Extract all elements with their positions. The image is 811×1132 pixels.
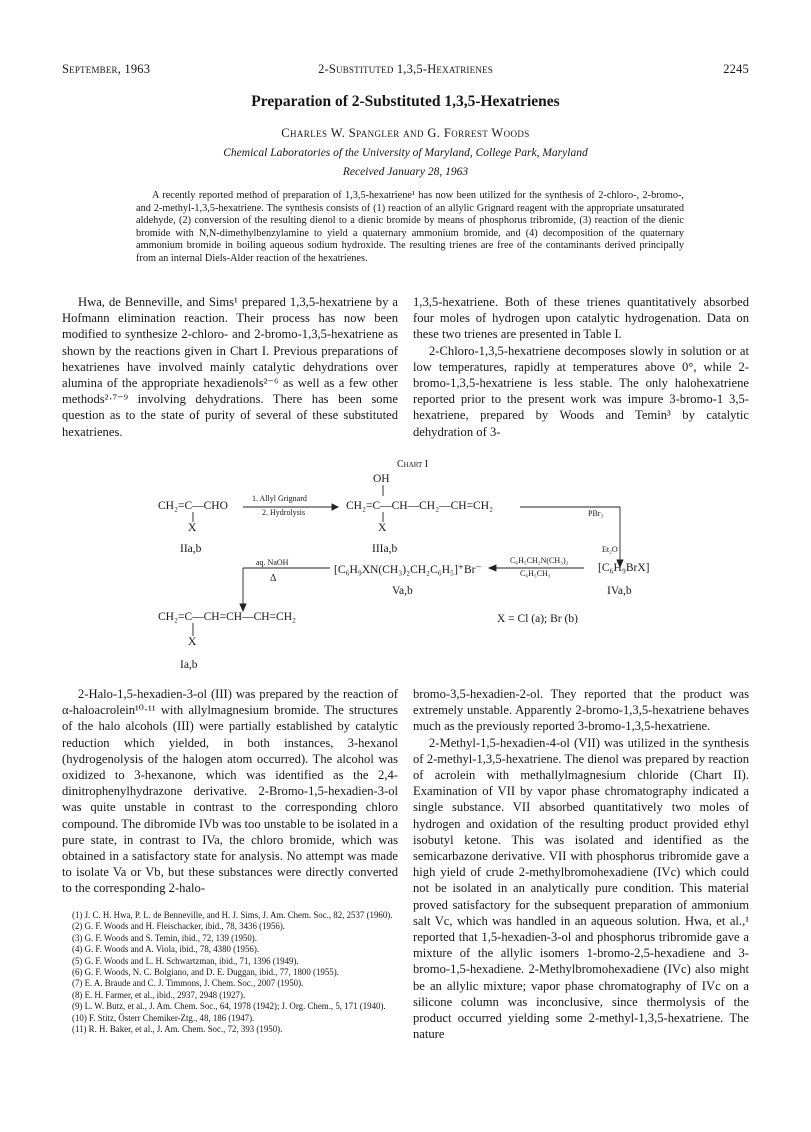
article-title: Preparation of 2-Substituted 1,3,5-Hexatrienes — [251, 93, 560, 110]
running-header-title: 2-Substituted 1,3,5-Hexatrienes — [318, 62, 493, 76]
reagent-dimethylbenzylamine: C₆H₅CH₂N(CH₃)₂ — [510, 556, 569, 565]
paragraph: 1,3,5-hexatriene. Both of these trienes quantitatively absorbed four moles of hydrogen upon catalytic hydrogenation. Data on these two trienes are presented in Table I. — [413, 295, 749, 342]
paragraph: bromo-3,5-hexadien-2-ol. They reported that the product was extremely unstable. Apparently 2-bromo-1,3,5-hexatriene behaves much as the previously reported 3-bromo-1,3,5-hexatriene. — [413, 687, 749, 734]
compound-iv: [C₆H₉BrX] — [598, 562, 650, 574]
authors: Charles W. Spangler and G. Forrest Woods — [281, 126, 530, 140]
compound-ii-x: X — [188, 522, 197, 534]
paragraph: 2-Chloro-1,3,5-hexatriene decomposes slowly in solution or at low temperatures, rapidly at temperatures above 0°, while 2-bromo-1,3,5-hexatriene is less stable. The only halohexatriene reported prior to the present work was impure 3-bromo-1 3,5-hexatriene, prepared by Woods and Temin³ by catalytic dehydration of 3- — [413, 343, 749, 439]
footnote: (5) G. F. Woods and L. H. Schwartzman, ibid., 71, 1396 (1949). — [72, 955, 299, 966]
label-ii: IIa,b — [180, 543, 202, 555]
reagent-et2o: Et₂O — [602, 545, 618, 554]
footnote: (3) G. F. Woods and S. Temin, ibid., 72, 139 (1950). — [72, 932, 257, 943]
footnote: (2) G. F. Woods and H. Fleischacker, ibid., 78, 3436 (1956). — [72, 921, 285, 932]
chart-title: Chart I — [397, 459, 429, 470]
compound-ii: CH₂=C—CHO — [158, 500, 228, 512]
abstract: A recently reported method of preparation of 1,3,5-hexatriene¹ has now been utilized for the synthesis of 2-chloro-, 2-bromo-, and 2-methyl-1,3,5-hexatriene. The synthesis consists of (1) reaction of an allylic Grignard reagent with the appropriate unsaturated aldehyde, (2) conversion of the resulting dienol to a dienic bromide by means of phosphorus tribromide, (3) reaction of the dienic bromide with N,N-dimethylbenzylamine to yield a quaternary ammonium bromide, and (4) decomposition of the quaternary ammonium bromide in boiling aqueous sodium hydroxide. The resulting trienes are free of the contaminants derived principally from an internal Diels-Alder reaction of the hexatrienes. — [136, 190, 684, 264]
label-v: Va,b — [392, 585, 413, 597]
footnote: (9) L. W. Butz, et al., J. Am. Chem. Soc., 64, 1978 (1942); J. Org. Chem., 5, 171 (1940). — [72, 1001, 386, 1012]
footnote: (1) J. C. H. Hwa, P. L. de Benneville, and H. J. Sims, J. Am. Chem. Soc., 82, 2537 (1960). — [72, 910, 393, 920]
reagent-heat: Δ — [270, 573, 277, 584]
affiliation: Chemical Laboratories of the University of Maryland, College Park, Maryland — [223, 147, 588, 159]
paragraph: 2-Halo-1,5-hexadien-3-ol (III) was prepared by the reaction of α-haloacrolein¹⁰·¹¹ with allylmagnesium bromide. The structures of the halo alcohols (III) were partially established by catalytic reduction which yielded, in both instances, 3-hexanol (hydrogenolysis of the halogen atom occurred). The alcohol was oxidized to 3-hexanone, which was identified as the 2,4-dinitrophenylhydrazone derivative. 2-Bromo-1,5-hexadien-3-ol was quite unstable in contrast to the corresponding chloro compound. The dibromide IVb was too unstable to be isolated in a pure state, in contrast to IVa, the chloro bromide, which was obtained in a satisfactory state for analysis. No attempt was made to isolate Va or Vb, but these substances were directly converted to the corresponding 2-halo- — [62, 687, 398, 896]
running-header-date: September, 1963 — [62, 62, 151, 76]
compound-i: CH₂=C—CH=CH—CH=CH₂ — [158, 611, 297, 623]
label-i: Ia,b — [180, 659, 198, 671]
compound-iii-x: X — [378, 522, 387, 534]
footnote: (11) R. H. Baker, et al., J. Am. Chem. Soc., 72, 393 (1950). — [72, 1024, 283, 1035]
body-right-bottom — [413, 686, 749, 1042]
footnote: (6) G. F. Woods, N. C. Bolgiano, and D. E. Duggan, ibid., 77, 1800 (1955). — [72, 967, 339, 978]
reagent-toluene: C₆H₅CH₃ — [520, 569, 551, 578]
compound-v: [C₆H₉XN(CH₃)₂CH₂C₆H₅]⁺Br⁻ — [334, 564, 482, 576]
paragraph: Hwa, de Benneville, and Sims¹ prepared 1,3,5-hexatriene by a Hofmann elimination reaction. Their process has now been modified to synthesize 2-chloro- and 2-bromo-1,3,5-hexatriene as shown by the reactions given in Chart I. Previous preparations of hexatrienes have involved mainly catalytic dehydrations over alumina of the appropriate hexadienols²⁻⁶ as well as a few other methods²·⁷⁻⁹ involving dehydrations. There has been some question as to the state of purity of several of these substituted hexatrienes. — [62, 295, 398, 439]
paragraph: 2-Methyl-1,5-hexadien-4-ol (VII) was utilized in the synthesis of 2-methyl-1,3,5-hexatriene. The dienol was prepared by reaction of acrolein with methallylmagnesium chloride (Chart II). Examination of VII by vapor phase chromatography indicated a single substance. VII absorbed quantitatively two moles of hydrogen and oxidation of the resulting product provided ethyl isobutyl ketone. This was isolated and identified as the semicarbazone derivative. VII with phosphorus tribromide gave a high yield of crude 2-methylbromohexadiene (IVc) which could not be isolated in an analytically pure condition. This material proved satisfactory for the subsequent preparation of ammonium salt Vc, which was handled in an aqueous solution. Hwa, et al.,¹ reported that 1,5-hexadien-3-ol and phosphorus tribromide gave a mixture of the allylic isomers 1-bromo-2,5-hexadiene and 3-bromo-1,5-hexadiene. 2-Methylbromohexadiene (IVc) also might be an allylic mixture; vapor phase chromatography of IVc on a silicone column was inconclusive, since thermolysis of the product occurred yielding some 2-methyl-1,3,5-hexatriene. The nature — [413, 735, 749, 1042]
received-date: Received January 28, 1963 — [342, 166, 469, 178]
compound-iii: CH₂=C—CH—CH₂—CH=CH₂ — [346, 500, 494, 512]
x-definition: X = Cl (a); Br (b) — [497, 613, 578, 625]
page-number: 2245 — [723, 62, 749, 76]
reagent-pbr3: PBr₃ — [588, 509, 604, 518]
footnote: (10) F. Stitz, Österr Chemiker-Ztg., 48, 186 (1947). — [72, 1012, 255, 1023]
footnotes — [62, 910, 398, 1035]
reagent-naoh: aq. NaOH — [256, 558, 289, 567]
reagent-allyl-grignard: 1. Allyl Grignard — [252, 494, 307, 503]
label-iv: IVa,b — [607, 585, 632, 597]
label-iii: IIIa,b — [372, 543, 398, 555]
reagent-hydrolysis: 2. Hydrolysis — [262, 508, 306, 517]
footnote: (7) E. A. Braude and C. J. Timmons, J. Chem. Soc., 2007 (1950). — [72, 978, 304, 989]
footnote: (8) E. H. Farmer, et al., ibid., 2937, 2948 (1927). — [72, 989, 246, 1000]
compound-i-x: X — [188, 636, 197, 648]
compound-iii-oh: OH — [373, 473, 390, 485]
body-left-bottom — [62, 686, 398, 897]
footnote: (4) G. F. Woods and A. Viola, ibid., 78, 4380 (1956). — [72, 944, 260, 955]
